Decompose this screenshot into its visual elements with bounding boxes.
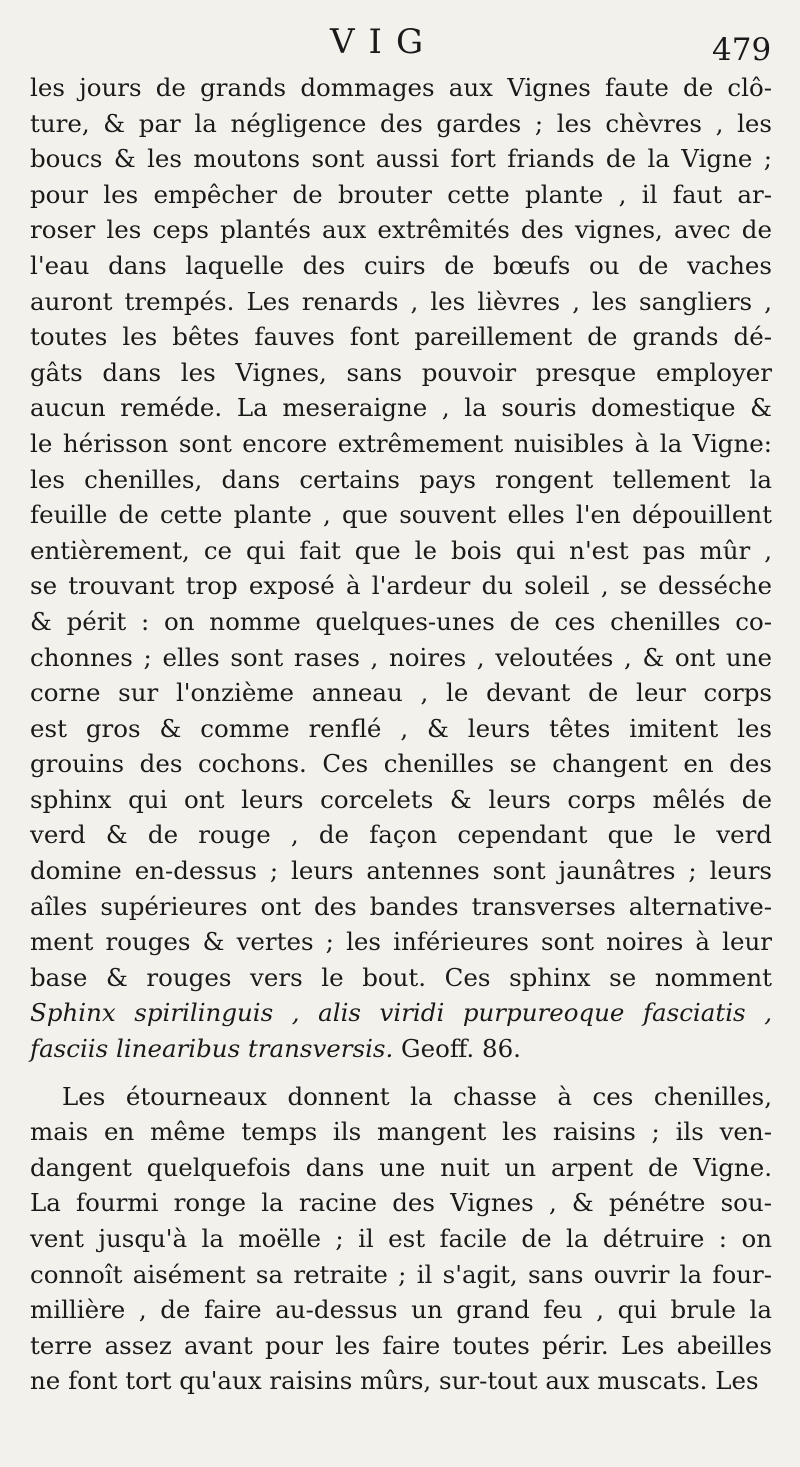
running-head: VIG	[330, 22, 438, 62]
text-line: ture, & par la négligence des gardes ; les chèvres , les	[30, 108, 772, 138]
text-line: ment rouges & vertes ; les inférieures sont noires à leur	[30, 927, 772, 957]
citation: Geoff. 86.	[393, 1034, 521, 1064]
text-line: sphinx qui ont leurs corcelets & leurs corps mêlés de	[30, 784, 772, 814]
text-line: verd & de rouge , de façon cependant que le verd	[30, 820, 772, 850]
text-line: aucun reméde. La meseraigne , la souris domestique &	[30, 393, 772, 423]
text-line: connoît aisément sa retraite ; il s'agit, sans ouvrir la four-	[30, 1259, 772, 1289]
text-line: pour les empêcher de brouter cette plante , il faut ar-	[30, 179, 772, 209]
latin-name-line-2	[30, 1031, 772, 1067]
text-line: La fourmi ronge la racine des Vignes , & pénétre sou-	[30, 1188, 772, 1218]
text-line: le hérisson sont encore extrêmement nuisibles à la Vigne:	[30, 428, 772, 458]
text-line: auront trempés. Les renards , les lièvres , les sangliers ,	[30, 286, 772, 316]
text-line: vent jusqu'à la moëlle ; il est facile de la détruire : on	[30, 1224, 772, 1253]
paragraph-gap	[30, 1067, 772, 1079]
text-line: grouins des cochons. Ces chenilles se changent en des	[30, 749, 772, 779]
paragraph-1	[30, 70, 772, 995]
body-text	[30, 70, 772, 1399]
text-line: toutes les bêtes fauves font pareillement de grands dé-	[30, 322, 772, 352]
text-line: roser les ceps plantés aux extrêmités des vignes, avec de	[30, 215, 772, 245]
text-line: millière , de faire au-dessus un grand feu , qui brule la	[30, 1295, 772, 1325]
text-line: gâts dans les Vignes, sans pouvoir presque employer	[30, 357, 772, 387]
page-number: 479	[712, 32, 772, 68]
text-line: se trouvant trop exposé à l'ardeur du soleil , se desséche	[30, 571, 772, 601]
text-line: terre assez avant pour les faire toutes périr. Les abeilles	[30, 1330, 772, 1360]
text-line: Les étourneaux donnent la chasse à ces chenilles,	[62, 1081, 772, 1111]
text-line: base & rouges vers le bout. Ces sphinx se nomment	[30, 962, 772, 992]
text-line: entièrement, ce qui fait que le bois qui n'est pas mûr ,	[30, 535, 772, 565]
text-line: dangent quelquefois dans une nuit un arpent de Vigne.	[30, 1152, 772, 1182]
latin-name-line-1: Sphinx spirilinguis , alis viridi purpureoque fasciatis ,	[30, 998, 772, 1028]
text-line: aîles supérieures ont des bandes transverses alternative-	[30, 891, 772, 921]
text-line: est gros & comme renflé , & leurs têtes imitent les	[30, 713, 772, 743]
text-line: ne font tort qu'aux raisins mûrs, sur-tout aux muscats. Les	[30, 1366, 759, 1396]
text-line: & périt : on nomme quelques-unes de ces chenilles co-	[30, 606, 772, 636]
text-line: chonnes ; elles sont rases , noires , veloutées , & ont une	[30, 642, 772, 672]
text-line: feuille de cette plante , que souvent elles l'en dépouillent	[30, 500, 772, 530]
text-line: les jours de grands dommages aux Vignes faute de clô-	[30, 73, 772, 102]
text-line: l'eau dans laquelle des cuirs de bœufs ou de vaches	[30, 250, 772, 280]
latin-name-binomial: fasciis linearibus transversis.	[30, 1034, 394, 1064]
text-line: domine en-dessus ; leurs antennes sont jaunâtres ; leurs	[30, 856, 772, 886]
text-line: les chenilles, dans certains pays rongent tellement la	[30, 464, 772, 494]
text-line: corne sur l'onzième anneau , le devant de leur corps	[30, 678, 772, 708]
paragraph-2	[30, 1079, 772, 1399]
text-line: boucs & les moutons sont aussi fort friands de la Vigne ;	[30, 144, 772, 174]
text-line: mais en même temps ils mangent les raisins ; ils ven-	[30, 1117, 772, 1147]
